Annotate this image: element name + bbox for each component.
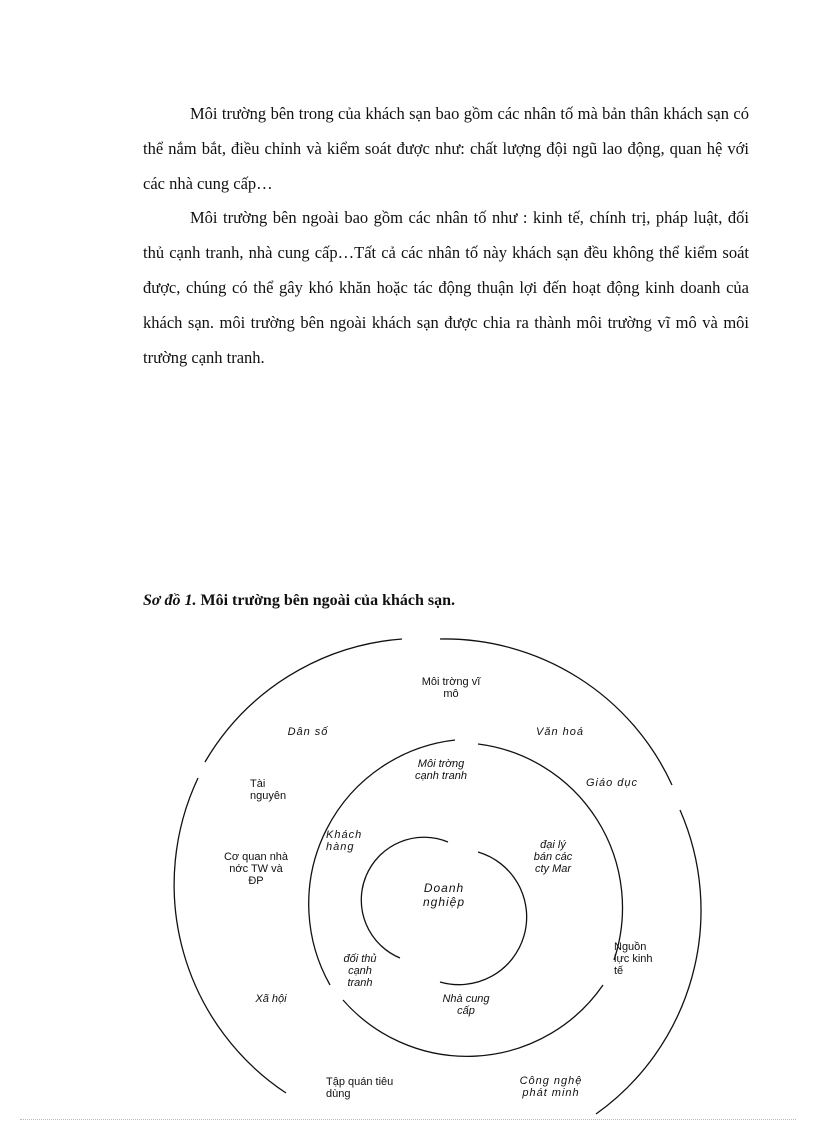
education-label: Giáo dục bbox=[585, 777, 639, 789]
economic-resources-label: Nguồn lực kinh tế bbox=[614, 941, 653, 977]
enterprise-label: Doanh nghiệp bbox=[422, 881, 466, 909]
middle-title-label: Môi trờng cạnh tranh bbox=[415, 758, 467, 782]
caption-text: Môi trường bên ngoài của khách sạn. bbox=[196, 592, 455, 609]
outer-title-label: Môi trờng vĩ mô bbox=[421, 676, 481, 700]
paragraph-external-environment: Môi trường bên ngoài bao gồm các nhân tố như : kinh tế, chính trị, pháp luật, đối thủ cạnh tranh, nhà cung cấp…Tất cả các nhân tố này khách sạn đều không thể kiểm soát được, chúng có thể gây khó khăn hoặc tác động thuận lợi đến hoạt động kinh doanh của khách sạn. môi trường bên ngoài khách sạn được chia ra thành môi trường vĩ mô và môi trường cạnh tranh. bbox=[143, 208, 749, 367]
outer-ring-arc-3 bbox=[174, 778, 286, 1093]
caption-lead: Sơ đồ 1. bbox=[143, 592, 197, 609]
outer-ring-arc-4 bbox=[205, 639, 402, 762]
consumer-habits-label: Tập quán tiêu dùng bbox=[326, 1076, 394, 1100]
society-label: Xã hội bbox=[255, 993, 287, 1005]
suppliers-label: Nhà cung cấp bbox=[442, 993, 490, 1017]
population-label: Dân số bbox=[287, 726, 329, 738]
customers-label: Khách hàng bbox=[326, 829, 363, 853]
page-bottom-divider bbox=[20, 1119, 796, 1120]
resources-label: Tài nguyên bbox=[250, 778, 287, 802]
inner-ring-arc-2 bbox=[440, 852, 527, 985]
agents-label: đại lý bán các cty Mar bbox=[533, 839, 573, 875]
state-agency-label: Cơ quan nhà nớc TW và ĐP bbox=[223, 851, 289, 887]
paragraph-internal-environment: Môi trường bên trong của khách sạn bao gồm các nhân tố mà bản thân khách sạn có thể nắm bắt, điều chỉnh và kiểm soát được như: chất lượng đội ngũ lao động, quan hệ với các nhà cung cấp… bbox=[143, 104, 749, 193]
culture-label: Văn hoá bbox=[536, 726, 584, 738]
technology-label: Công nghệ phát minh bbox=[519, 1075, 583, 1099]
competitors-label: đối thủ cạnh tranh bbox=[343, 953, 377, 989]
